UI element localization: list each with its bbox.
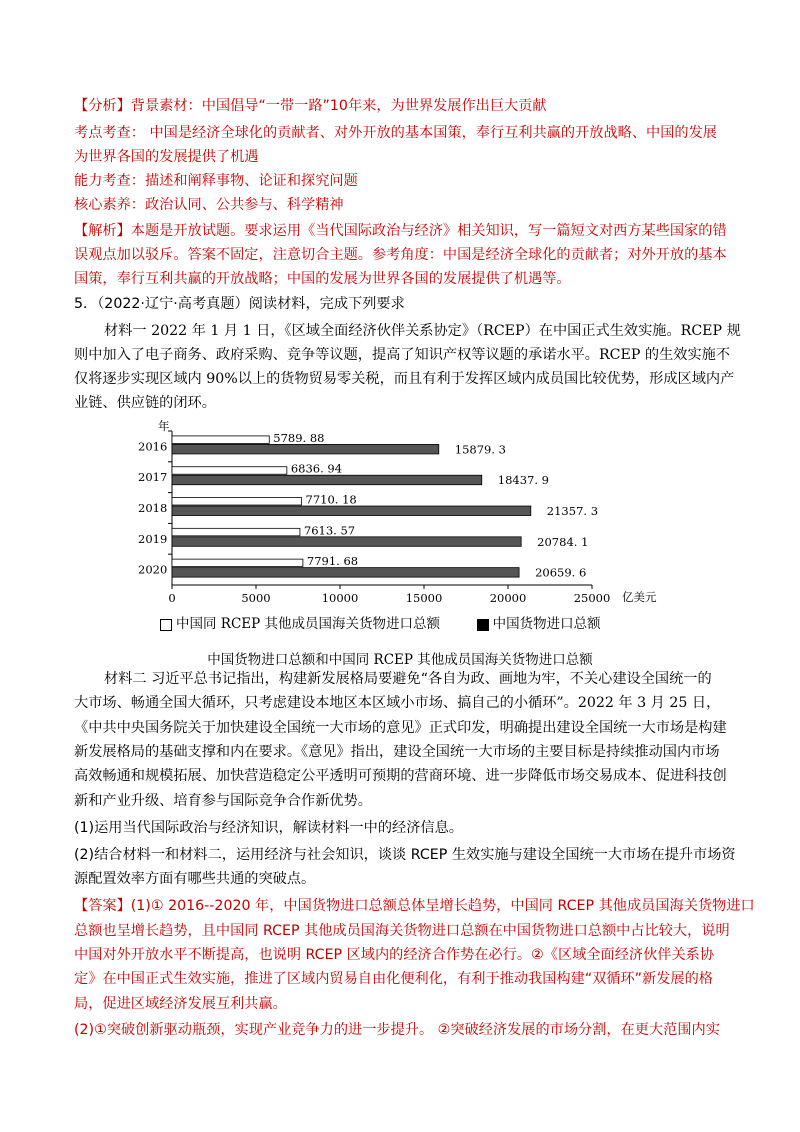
analysis-explanation-cont-1: 误观点加以驳斥。答案不固定，注意切合主题。参考角度：中国是经济全球化的贡献者；对外开放的基本 bbox=[74, 247, 727, 263]
answer-text: 总额也呈增长趋势，且中国同 RCEP 其他成员国海关货物进口总额在中国货物进口总额中占比较大，说明 bbox=[74, 923, 730, 939]
analysis-background: 【分析】背景素材：中国倡导“一带一路”10年来，为世界发展作出巨大贡献 bbox=[74, 98, 547, 114]
material-one-text: 业链、供应链的闭环。 bbox=[74, 395, 216, 411]
question-part-1: (1)运用当代国际政治与经济知识，解读材料一中的经济信息。 bbox=[74, 820, 463, 836]
analysis-knowledge-points-cont: 为世界各国的发展提供了机遇 bbox=[74, 149, 259, 165]
material-one-text: 则中加入了电子商务、政府采购、竞争等议题，提高了知识产权等议题的承诺水平。RCEP 的生效实施不 bbox=[74, 347, 731, 363]
data-label-china-2016: 15879. 3 bbox=[454, 442, 506, 457]
analysis-explanation: 【解析】本题是开放试题。要求运用《当代国际政治与经济》相关知识，写一篇短文对西方某些国家的错 bbox=[74, 223, 727, 239]
x-tick-label: 25000 bbox=[573, 591, 611, 605]
answer-text: 定》在中国正式生效实施，推进了区域内贸易自由化便利化，有利于推动我国构建“双循环”新发展的格 bbox=[74, 971, 713, 987]
material-two-text: 新和产业升级、培育参与国际竞争合作新优势。 bbox=[74, 793, 372, 809]
x-tick-label: 5000 bbox=[241, 591, 271, 605]
bar-china-2017 bbox=[172, 475, 482, 485]
bar-rcep-2019 bbox=[172, 528, 300, 536]
bar-rcep-2016 bbox=[172, 436, 269, 444]
category-label-2020: 2020 bbox=[138, 562, 168, 577]
x-tick-label: 10000 bbox=[321, 591, 359, 605]
chart-legend bbox=[160, 612, 601, 632]
chart-caption: 中国货物进口总额和中国同 RCEP 其他成员国海关货物进口总额 bbox=[207, 652, 593, 668]
bar-china-2020 bbox=[172, 568, 519, 578]
data-label-rcep-2020: 7791. 68 bbox=[306, 554, 359, 569]
question-part-2-cont: 源配置效率方面有哪些共通的突破点。 bbox=[74, 871, 316, 887]
bar-china-2019 bbox=[172, 537, 521, 547]
bar-rcep-2020 bbox=[172, 559, 303, 567]
bar-china-2018 bbox=[172, 506, 531, 516]
x-axis-unit-label: 亿美元 bbox=[622, 590, 657, 604]
material-two-text: 《中共中央国务院关于加快建设全国统一大市场的意见》正式印发，明确提出建设全国统一大市场是构建 bbox=[74, 720, 727, 736]
x-tick-label: 15000 bbox=[405, 591, 443, 605]
answer-text: 中国对外开放水平不断提高，也说明 RCEP 区域内的经济合作势在必行。②《区域全面经济伙伴关系协 bbox=[74, 947, 715, 963]
legend-swatch-rcep bbox=[160, 619, 172, 631]
analysis-knowledge-points: 考点考查： 中国是经济全球化的贡献者、对外开放的基本国策，奉行互利共赢的开放战略、中国的发展 bbox=[74, 125, 717, 141]
material-two-text: 高效畅通和规模拓展、加快营造稳定公平透明可预期的营商环境、进一步降低市场交易成本、促进科技创 bbox=[74, 768, 727, 784]
data-label-rcep-2019: 7613. 57 bbox=[303, 523, 356, 538]
category-label-2019: 2019 bbox=[138, 531, 168, 546]
x-tick-label: 20000 bbox=[489, 591, 527, 605]
bar-rcep-2018 bbox=[172, 498, 302, 506]
legend-label-china: 中国货物进口总额 bbox=[492, 616, 601, 632]
category-label-2016: 2016 bbox=[138, 439, 168, 454]
legend-swatch-china bbox=[477, 619, 489, 631]
data-label-china-2019: 20784. 1 bbox=[537, 534, 589, 549]
data-label-rcep-2018: 7710. 18 bbox=[305, 492, 357, 507]
data-label-china-2018: 21357. 3 bbox=[546, 504, 599, 519]
material-one-text: 仅将逐步实现区域内 90%以上的货物贸易零关税，而且有利于发挥区域内成员国比较优势，形成区域内产 bbox=[74, 371, 735, 387]
material-two-text: 新发展格局的基础支撑和内在要求。《意见》指出，建设全国统一大市场的主要目标是持续推动国内市场 bbox=[74, 744, 720, 760]
y-axis-label: 年 bbox=[158, 419, 170, 433]
legend-label-rcep: 中国同 RCEP 其他成员国海关货物进口总额 bbox=[176, 616, 441, 632]
answer-text: (2)①突破创新驱动瓶颈，实现产业竞争力的进一步提升。 ②突破经济发展的市场分割，在更大范围内实 bbox=[74, 1022, 720, 1038]
material-two-text: 材料二 习近平总书记指出，构建新发展格局要避免“各自为政、画地为牢，不关心建设全国统一的 bbox=[104, 671, 712, 687]
data-label-china-2020: 20659. 6 bbox=[535, 565, 587, 580]
analysis-ability: 能力考查：描述和阐释事物、论证和探究问题 bbox=[74, 173, 358, 189]
data-label-rcep-2016: 5789. 88 bbox=[273, 430, 325, 445]
import-bar-chart bbox=[100, 417, 657, 607]
category-label-2018: 2018 bbox=[138, 501, 168, 515]
analysis-explanation-cont-2: 国策，奉行互利共赢的开放战略；中国的发展为世界各国的发展提供了机遇等。 bbox=[74, 271, 571, 287]
answer-text: 局，促进区域经济发展互利共赢。 bbox=[74, 996, 287, 1012]
data-label-rcep-2017: 6836. 94 bbox=[290, 461, 343, 476]
bar-rcep-2017 bbox=[172, 467, 287, 475]
material-two-text: 大市场、畅通全国大循环，只考虑建设本地区本区域小市场、搞自己的小循环”。2022 年 3 月 25 日， bbox=[74, 695, 721, 711]
x-tick-label: 0 bbox=[168, 591, 176, 605]
analysis-literacy: 核心素养：政治认同、公共参与、科学精神 bbox=[74, 197, 344, 213]
category-label-2017: 2017 bbox=[138, 470, 168, 485]
material-one-text: 材料一 2022 年 1 月 1 日，《区域全面经济伙伴关系协定》（RCEP）在中国正式生效实施。RCEP 规 bbox=[104, 323, 741, 339]
bar-china-2016 bbox=[172, 444, 439, 454]
data-label-china-2017: 18437. 9 bbox=[497, 473, 549, 488]
question-part-2: (2)结合材料一和材料二，运用经济与社会知识，谈谈 RCEP 生效实施与建设全国统一大市场在提升市场资 bbox=[74, 847, 736, 863]
question-header: 5．（2022·辽宁·高考真题）阅读材料，完成下列要求 bbox=[74, 296, 405, 312]
answer-text: 【答案】(1)① 2016--2020 年，中国货物进口总额总体呈增长趋势，中国同 RCEP 其他成员国海关货物进口 bbox=[74, 898, 755, 914]
